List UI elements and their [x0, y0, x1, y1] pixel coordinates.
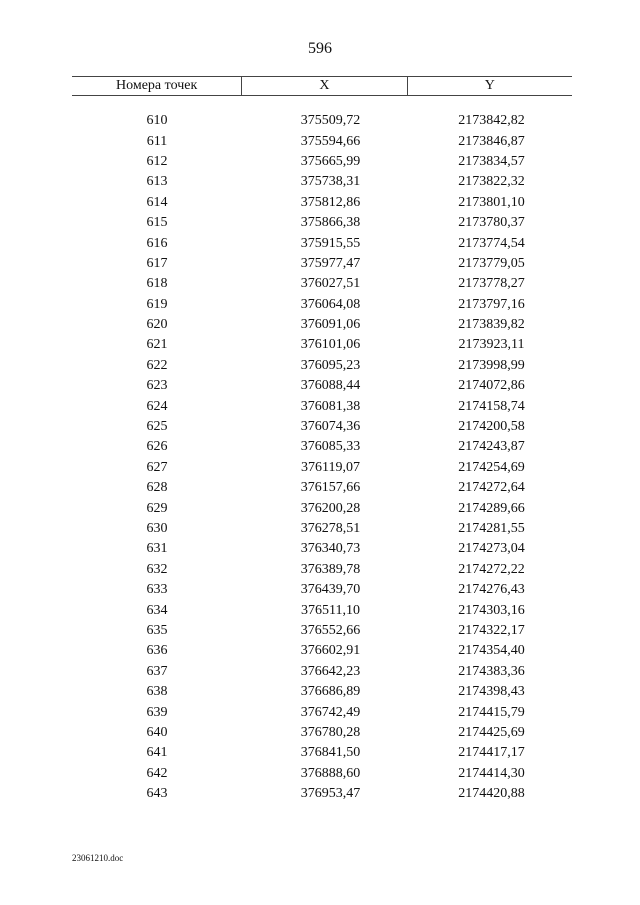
- point-number-cell: 637: [146, 663, 168, 679]
- table-row: [72, 519, 572, 539]
- point-number-cell: 621: [146, 337, 168, 353]
- x-coordinate-cell: 376085,33: [300, 439, 361, 455]
- point-number-cell: 636: [146, 643, 168, 659]
- table-row: [72, 233, 572, 253]
- point-number-cell: 632: [146, 561, 168, 577]
- y-coordinate-cell: 2174276,43: [458, 582, 525, 598]
- y-coordinate-cell: 2174272,22: [458, 561, 525, 577]
- table-row: [72, 498, 572, 518]
- y-coordinate-cell: 2173998,99: [458, 357, 525, 373]
- document-filename: 23061210.doc: [72, 853, 124, 863]
- point-number-cell: 639: [146, 704, 168, 720]
- x-coordinate-cell: 376119,07: [301, 459, 360, 475]
- table-header: [72, 76, 572, 96]
- table-row: [72, 723, 572, 743]
- y-coordinate-cell: 2174425,69: [458, 724, 525, 740]
- point-number-cell: 640: [146, 724, 168, 740]
- point-number-cell: 619: [146, 296, 168, 312]
- point-number-cell: 628: [146, 480, 168, 496]
- table-row: [72, 580, 572, 600]
- x-coordinate-cell: 376841,50: [300, 745, 361, 761]
- y-coordinate-cell: 2174072,86: [458, 378, 525, 394]
- table-row: [72, 193, 572, 213]
- y-coordinate-cell: 2173839,82: [458, 317, 525, 333]
- x-coordinate-cell: 376389,78: [300, 561, 361, 577]
- x-coordinate-cell: 375738,31: [300, 174, 361, 190]
- point-number-cell: 625: [146, 419, 168, 435]
- table-row: [72, 335, 572, 355]
- point-number-cell: 633: [146, 582, 168, 598]
- header-x: X: [241, 77, 407, 95]
- point-number-cell: 643: [146, 786, 168, 802]
- table-row: [72, 376, 572, 396]
- x-coordinate-cell: 376081,38: [300, 398, 361, 414]
- point-number-cell: 627: [146, 459, 168, 475]
- table-row: [72, 417, 572, 437]
- x-coordinate-cell: 376095,23: [300, 357, 361, 373]
- point-number-cell: 635: [146, 622, 168, 638]
- y-coordinate-cell: 2173846,87: [458, 133, 525, 149]
- point-number-cell: 611: [146, 133, 168, 149]
- point-number-cell: 612: [146, 153, 168, 169]
- table-row: [72, 315, 572, 335]
- x-coordinate-cell: 376439,70: [300, 582, 361, 598]
- coordinates-table-body: [72, 111, 572, 804]
- point-number-cell: 623: [146, 378, 168, 394]
- point-number-cell: 617: [146, 255, 168, 271]
- table-row: [72, 662, 572, 682]
- y-coordinate-cell: 2173842,82: [458, 113, 525, 129]
- table-row: [72, 356, 572, 376]
- y-coordinate-cell: 2173778,27: [458, 276, 525, 292]
- y-coordinate-cell: 2174354,40: [458, 643, 525, 659]
- table-row: [72, 213, 572, 233]
- table-row: [72, 172, 572, 192]
- table-row: [72, 111, 572, 131]
- x-coordinate-cell: 375915,55: [300, 235, 361, 251]
- y-coordinate-cell: 2173834,57: [458, 153, 525, 169]
- point-number-cell: 642: [146, 765, 168, 781]
- x-coordinate-cell: 375665,99: [300, 153, 361, 169]
- table-row: [72, 152, 572, 172]
- x-coordinate-cell: 376780,28: [300, 724, 361, 740]
- x-coordinate-cell: 375594,66: [300, 133, 361, 149]
- x-coordinate-cell: 376088,44: [300, 378, 361, 394]
- x-coordinate-cell: 375977,47: [300, 255, 361, 271]
- point-number-cell: 629: [146, 500, 168, 516]
- table-row: [72, 764, 572, 784]
- x-coordinate-cell: 376157,66: [300, 480, 361, 496]
- y-coordinate-cell: 2173774,54: [458, 235, 525, 251]
- table-row: [72, 621, 572, 641]
- x-coordinate-cell: 376686,89: [300, 684, 361, 700]
- point-number-cell: 615: [146, 215, 168, 231]
- x-coordinate-cell: 376602,91: [300, 643, 361, 659]
- y-coordinate-cell: 2174272,64: [458, 480, 525, 496]
- point-number-cell: 610: [146, 113, 168, 129]
- point-number-cell: 634: [146, 602, 168, 618]
- x-coordinate-cell: 376552,66: [300, 622, 361, 638]
- x-coordinate-cell: 375866,38: [300, 215, 361, 231]
- y-coordinate-cell: 2173780,37: [458, 215, 525, 231]
- table-row: [72, 295, 572, 315]
- x-coordinate-cell: 375509,72: [300, 113, 361, 129]
- y-coordinate-cell: 2173797,16: [458, 296, 525, 312]
- x-coordinate-cell: 376027,51: [300, 276, 361, 292]
- point-number-cell: 631: [146, 541, 168, 557]
- header-y: Y: [484, 78, 495, 93]
- y-coordinate-cell: 2174273,04: [458, 541, 525, 557]
- y-coordinate-cell: 2174243,87: [458, 439, 525, 455]
- table-row: [72, 600, 572, 620]
- point-number-cell: 630: [146, 521, 168, 536]
- y-coordinate-cell: 2174398,43: [458, 684, 525, 700]
- x-coordinate-cell: 376074,36: [300, 419, 361, 435]
- table-row: [72, 641, 572, 661]
- x-coordinate-cell: 376888,60: [300, 765, 361, 781]
- point-number-cell: 638: [146, 684, 168, 700]
- y-coordinate-cell: 2174158,74: [458, 398, 525, 414]
- table-row: [72, 274, 572, 294]
- point-number-cell: 626: [146, 439, 168, 455]
- y-coordinate-cell: 2174322,17: [458, 622, 525, 638]
- point-number-cell: 641: [146, 745, 168, 761]
- table-row: [72, 702, 572, 722]
- y-coordinate-cell: 2174415,79: [458, 704, 525, 720]
- x-coordinate-cell: 376742,49: [300, 704, 361, 720]
- x-coordinate-cell: 376101,06: [300, 337, 361, 353]
- y-coordinate-cell: 2174417,17: [458, 745, 525, 761]
- table-row: [72, 396, 572, 416]
- table-row: [72, 682, 572, 702]
- table-row: [72, 743, 572, 763]
- x-coordinate-cell: 376200,28: [300, 500, 361, 516]
- y-coordinate-cell: 2174254,69: [458, 459, 525, 475]
- y-coordinate-cell: 2174414,30: [458, 765, 525, 781]
- header-point-numbers: Номера точек: [116, 78, 198, 93]
- y-coordinate-cell: 2173779,05: [458, 255, 525, 271]
- table-row: [72, 131, 572, 151]
- table-row: [72, 560, 572, 580]
- point-number-cell: 616: [146, 235, 168, 251]
- y-coordinate-cell: 2174303,16: [458, 602, 525, 618]
- table-row: [72, 784, 572, 804]
- x-coordinate-cell: 376642,23: [300, 663, 361, 679]
- table-row: [72, 254, 572, 274]
- x-coordinate-cell: 376511,10: [301, 602, 360, 618]
- x-coordinate-cell: 376091,06: [300, 317, 361, 333]
- point-number-cell: 613: [146, 174, 168, 190]
- y-coordinate-cell: 2174200,58: [458, 419, 525, 435]
- point-number-cell: 622: [146, 357, 168, 373]
- x-coordinate-cell: 375812,86: [300, 194, 361, 210]
- x-coordinate-cell: 376340,73: [300, 541, 361, 557]
- table-row: [72, 539, 572, 559]
- page-number: 596: [308, 40, 332, 57]
- point-number-cell: 620: [146, 317, 168, 333]
- table-row: [72, 437, 572, 457]
- y-coordinate-cell: 2173822,32: [458, 174, 525, 190]
- table-row: [72, 458, 572, 478]
- y-coordinate-cell: 2173801,10: [458, 194, 525, 210]
- point-number-cell: 624: [146, 398, 168, 414]
- x-coordinate-cell: 376278,51: [300, 521, 361, 536]
- y-coordinate-cell: 2174289,66: [458, 500, 525, 516]
- y-coordinate-cell: 2174420,88: [458, 786, 525, 802]
- point-number-cell: 618: [146, 276, 168, 292]
- y-coordinate-cell: 2174281,55: [458, 521, 525, 536]
- y-coordinate-cell: 2173923,11: [458, 337, 525, 353]
- table-row: [72, 478, 572, 498]
- y-coordinate-cell: 2174383,36: [458, 663, 525, 679]
- point-number-cell: 614: [146, 194, 168, 210]
- x-coordinate-cell: 376953,47: [300, 786, 361, 802]
- x-coordinate-cell: 376064,08: [300, 296, 361, 312]
